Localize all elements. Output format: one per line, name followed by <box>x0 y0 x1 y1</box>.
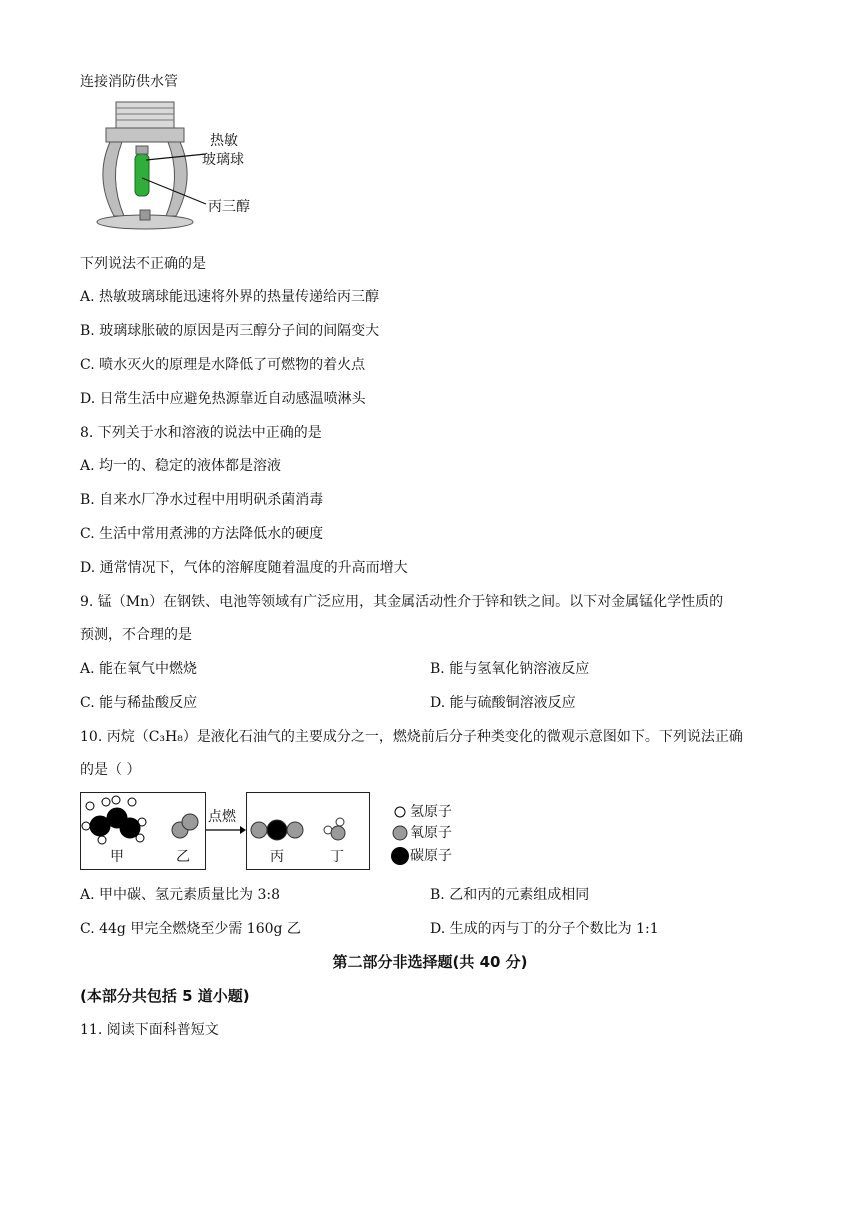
q8-option-c: C. 生活中常用煮沸的方法降低水的硬度 <box>80 526 324 542</box>
q9-option-b: B. 能与氢氧化钠溶液反应 <box>430 661 590 677</box>
hydrogen-atom-icon <box>395 807 405 817</box>
label-jia: 甲 <box>110 849 124 865</box>
q7-stem: 下列说法不正确的是 <box>80 256 206 272</box>
q11-stem: 11. 阅读下面科普短文 <box>80 1022 219 1038</box>
q10-option-c: C. 44g 甲完全燃烧至少需 160g 乙 <box>80 921 301 937</box>
label-glass-bulb: 玻璃球 <box>202 152 244 168</box>
q9-stem-line2: 预测，不合理的是 <box>80 627 192 643</box>
legend-oxygen: 氧原子 <box>410 825 452 841</box>
label-heat-sensitive: 热敏 <box>210 133 238 149</box>
part2-heading: 第二部分非选择题(共 40 分) <box>332 953 528 971</box>
q8-stem: 8. 下列关于水和溶液的说法中正确的是 <box>80 425 322 441</box>
q10-stem-line1: 10. 丙烷（C₃H₈）是液化石油气的主要成分之一，燃烧前后分子种类变化的微观示意图如下。下列说法正确 <box>80 729 743 745</box>
propane-molecule <box>82 796 146 844</box>
legend-carbon: 碳原子 <box>410 848 452 864</box>
label-glycerol: 丙三醇 <box>208 199 250 215</box>
oxygen-molecule <box>172 814 198 838</box>
q7-option-a: A. 热敏玻璃球能迅速将外界的热量传递给丙三醇 <box>80 289 380 305</box>
q10-option-b: B. 乙和丙的元素组成相同 <box>430 887 590 903</box>
water-molecule <box>324 818 345 840</box>
q10-option-a: A. 甲中碳、氢元素质量比为 3:8 <box>80 887 280 903</box>
q7-option-c: C. 喷水灭火的原理是水降低了可燃物的着火点 <box>80 357 366 373</box>
q8-option-a: A. 均一的、稳定的液体都是溶液 <box>80 458 282 474</box>
q7-option-d: D. 日常生活中应避免热源靠近自动感温喷淋头 <box>80 391 366 407</box>
co2-molecule <box>251 820 303 840</box>
oxygen-atom-icon <box>393 826 407 840</box>
q7-option-b: B. 玻璃球胀破的原因是丙三醇分子间的间隔变大 <box>80 323 380 339</box>
q9-option-a: A. 能在氧气中燃烧 <box>80 661 198 677</box>
label-yi: 乙 <box>176 849 190 865</box>
legend-hydrogen: 氢原子 <box>410 804 452 820</box>
q9-stem-line1: 9. 锰（Mn）在钢铁、电池等领域有广泛应用，其金属活动性介于锌和铁之间。以下对金属锰化学性质的 <box>80 594 724 610</box>
q8-option-b: B. 自来水厂净水过程中用明矾杀菌消毒 <box>80 492 324 508</box>
label-bing: 丙 <box>270 849 284 865</box>
carbon-atom-icon <box>391 847 409 865</box>
label-ignite: 点燃 <box>208 809 236 825</box>
part2-subheading: (本部分共包括 5 道小题) <box>80 987 250 1005</box>
q8-option-d: D. 通常情况下，气体的溶解度随着温度的升高而增大 <box>80 560 408 576</box>
q9-option-d: D. 能与硫酸铜溶液反应 <box>430 695 576 711</box>
figure-title: 连接消防供水管 <box>80 74 178 90</box>
q9-option-c: C. 能与稀盐酸反应 <box>80 695 198 711</box>
q10-stem-line2: 的是（ ） <box>80 762 141 778</box>
q10-option-d: D. 生成的丙与丁的分子个数比为 1:1 <box>430 921 659 937</box>
label-ding: 丁 <box>330 849 344 865</box>
